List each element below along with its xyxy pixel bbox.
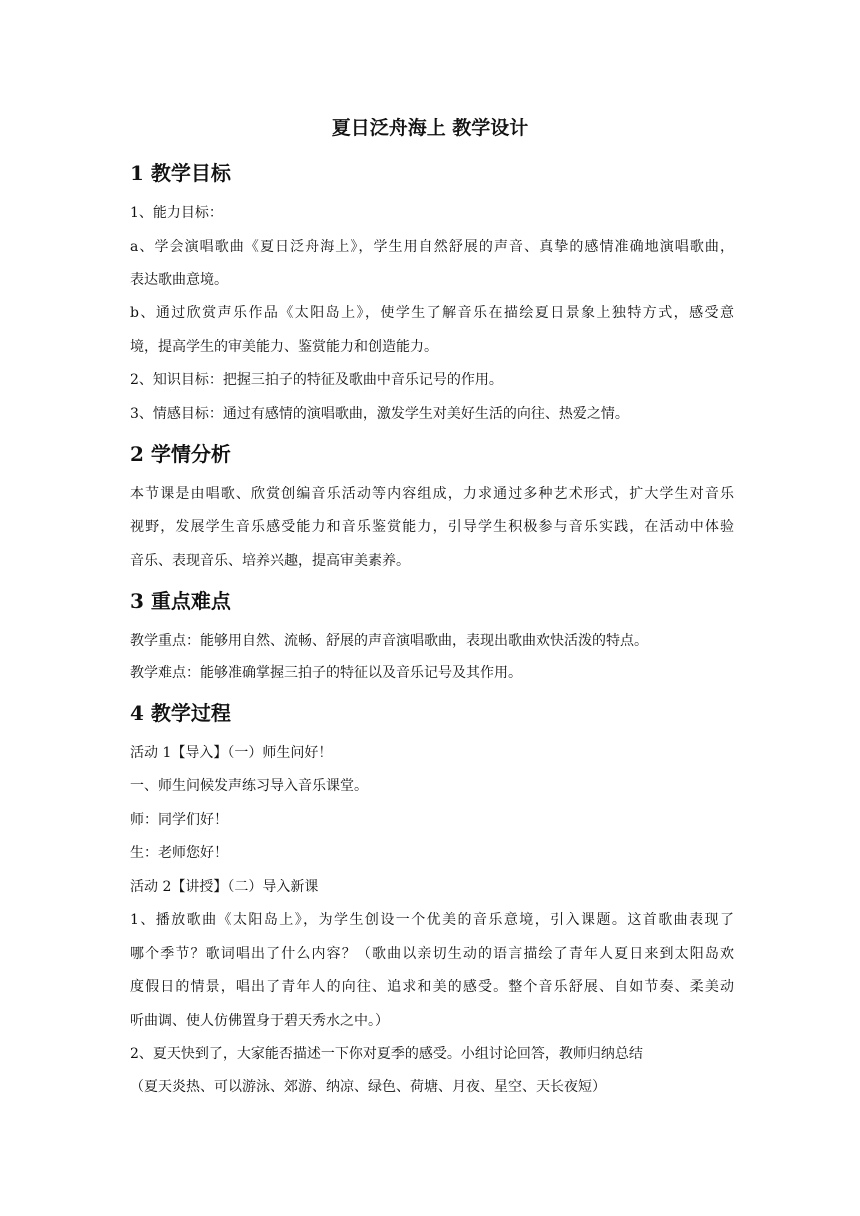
paragraph-line: 1、播放歌曲《太阳岛上》，为学生创设一个优美的音乐意境，引入课题。这首歌曲表现了 (130, 912, 734, 928)
section-heading-process: 4 教学过程 (130, 701, 231, 725)
paragraph-line: 2、知识目标：把握三拍子的特征及歌曲中音乐记号的作用。 (130, 372, 503, 388)
paragraph-line: b、通过欣赏声乐作品《太阳岛上》，使学生了解音乐在描绘夏日景象上独特方式，感受意 (130, 305, 734, 321)
paragraph-line: （夏天炎热、可以游泳、郊游、纳凉、绿色、荷塘、月夜、星空、天长夜短） (130, 1079, 606, 1095)
paragraph-line: 哪个季节？歌词唱出了什么内容？（歌曲以亲切生动的语言描绘了青年人夏日来到太阳岛欢 (130, 946, 734, 962)
paragraph-line: 境，提高学生的审美能力、鉴赏能力和创造能力。 (130, 339, 438, 355)
paragraph-line: 2、夏天快到了，大家能否描述一下你对夏季的感受。小组讨论回答，教师归纳总结 (130, 1046, 643, 1062)
paragraph-line: 3、情感目标：通过有感情的演唱歌曲，激发学生对美好生活的向往、热爱之情。 (130, 406, 629, 422)
document-title: 夏日泛舟海上 教学设计 (331, 117, 529, 139)
paragraph-line: 活动 2【讲授】（二）导入新课 (130, 879, 319, 895)
paragraph-line: a、学会演唱歌曲《夏日泛舟海上》，学生用自然舒展的声音、真挚的感情准确地演唱歌曲， (130, 239, 734, 255)
section-heading-objectives: 1 教学目标 (130, 161, 231, 185)
paragraph-line: 生：老师您好！ (130, 845, 228, 861)
section-heading-analysis: 2 学情分析 (130, 442, 231, 466)
paragraph-line: 本节课是由唱歌、欣赏创编音乐活动等内容组成，力求通过多种艺术形式，扩大学生对音乐 (130, 486, 734, 502)
paragraph-line: 活动 1【导入】（一）师生问好！ (130, 745, 333, 761)
paragraph-line: 听曲调、使人仿佛置身于碧天秀水之中。） (130, 1013, 389, 1029)
paragraph-line: 教学难点：能够准确掌握三拍子的特征以及音乐记号及其作用。 (130, 665, 522, 681)
paragraph-line: 1、能力目标： (130, 205, 223, 221)
paragraph-line: 度假日的情景，唱出了青年人的向往、追求和美的感受。整个音乐舒展、自如节奏、柔美动 (130, 979, 734, 995)
paragraph-line: 一、师生问候发声练习导入音乐课堂。 (130, 778, 368, 794)
paragraph-line: 音乐、表现音乐、培养兴趣，提高审美素养。 (130, 553, 410, 569)
paragraph-line: 师：同学们好！ (130, 812, 228, 828)
paragraph-line: 教学重点：能够用自然、流畅、舒展的声音演唱歌曲，表现出歌曲欢快活泼的特点。 (130, 633, 648, 649)
section-heading-key-points: 3 重点难点 (130, 589, 231, 613)
paragraph-line: 表达歌曲意境。 (130, 272, 228, 288)
paragraph-line: 视野，发展学生音乐感受能力和音乐鉴赏能力，引导学生积极参与音乐实践，在活动中体验 (130, 519, 734, 535)
